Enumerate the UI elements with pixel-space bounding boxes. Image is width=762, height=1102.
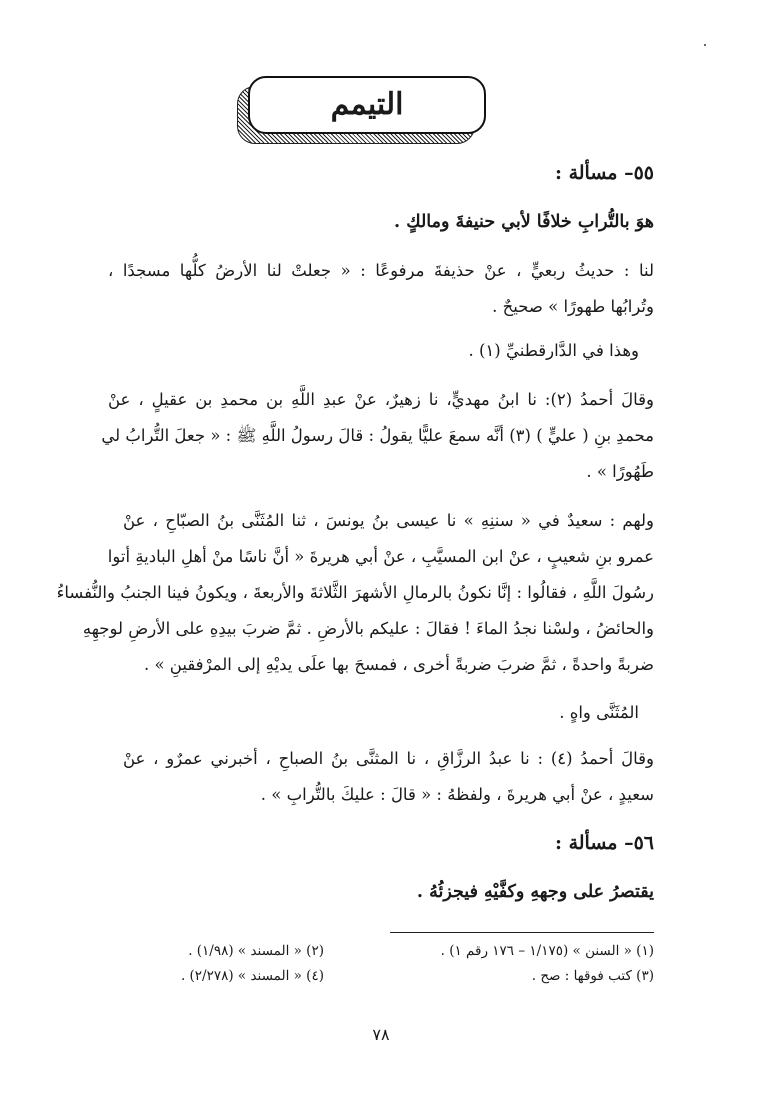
text-line: وقالَ أحمدُ (٢): نا ابنُ مهديٍّ، نا زهيرٌ، عنْ عبدِ اللَّهِ بن محمدِ بن عقيلٍ ، عنْ [108,390,654,409]
issue-55-ruling: هوَ بالتُّرابِ خلافًا لأبي حنيفةَ ومالكٍ . [394,212,654,232]
issue-56-heading: ٥٦– مسألة : [554,832,654,854]
page-speck [704,44,706,46]
text-line: ولهم : سعيدٌ في « سننِهِ » نا عيسى بنُ يونسَ ، ثنا المُثَنَّى بنُ الصبّاحِ ، عنْ [123,511,654,530]
text-line: المُثَنَّى واهٍ . [559,703,639,722]
text-line: طَهُورًا » . [586,462,654,481]
text-line: وهذا في الدَّارقطنيِّ (١) . [468,341,639,360]
text-line: ضربةً واحدةً ، ثمَّ ضربَ ضربةً أخرى ، فمسحَ بها علَى يديْهِ إلى المرْفقينِ » . [143,655,654,674]
footnote-1: (١) « السنن » (١/١٧٥ – ١٧٦ رقم ١) . [440,943,654,959]
text-line: رسُولَ اللَّهِ ، فقالُوا : إنَّا نكونُ بالرمالِ الأشهرَ الثَّلاثةَ والأربعةَ ، ويكونُ فينا الجنبُ والنُّفساءُ [56,583,654,602]
text-line: والحائضُ ، ولسْنا نجدُ الماءَ ! فقالَ : عليكم بالأرضِ . ثمَّ ضربَ بيدِهِ على الأرضِ لوجهِهِ [82,619,654,638]
footnote-2: (٢) « المسند » (١/٩٨) . [188,943,324,959]
page-number: ٧٨ [372,1025,390,1044]
issue-55-heading: ٥٥– مسألة : [554,162,654,184]
text-line: وتُرابُها طهورًا » صحيحٌ . [492,297,654,316]
text-line: لنا : حديثُ ربعيٍّ ، عنْ حذيفةَ مرفوعًا : « جعلتْ لنا الأرضُ كلُّها مسجدًا ، [108,261,654,280]
issue-56-ruling: يقتصرُ على وجههِ وكفَّيْهِ فيجزئُهُ . [416,882,654,902]
footnote-separator [390,932,654,933]
text-line: سعيدٍ ، عنْ أبي هريرةَ ، ولفظهُ : « قالَ : عليكَ بالتُّرابِ » . [260,785,654,804]
text-line: محمدِ بنِ ( عليٍّ ) (٣) أنَّه سمعَ عليًّا يقولُ : قالَ رسولُ اللَّهِ ﷺ : « جعلَ التُّرابُ لي [101,426,654,445]
title-frame-box [248,76,486,134]
footnote-3: (٣) كتب فوقها : صح . [531,968,654,984]
text-line: عمرو بنِ شعيبٍ ، عنْ ابن المسيَّبِ ، عنْ أبي هريرةَ « أنَّ ناسًا منْ أهلِ الباديةِ أتوا [107,547,654,566]
chapter-title-frame [237,76,485,142]
text-line: وقالَ أحمدُ (٤) : نا عبدُ الرزَّاقِ ، نا المثنَّى بنُ الصباحِ ، أخبرني عمرٌو ، عنْ [123,749,654,768]
chapter-title: التيمم [330,87,404,122]
footnote-4: (٤) « المسند » (٢/٢٧٨) . [180,968,324,984]
